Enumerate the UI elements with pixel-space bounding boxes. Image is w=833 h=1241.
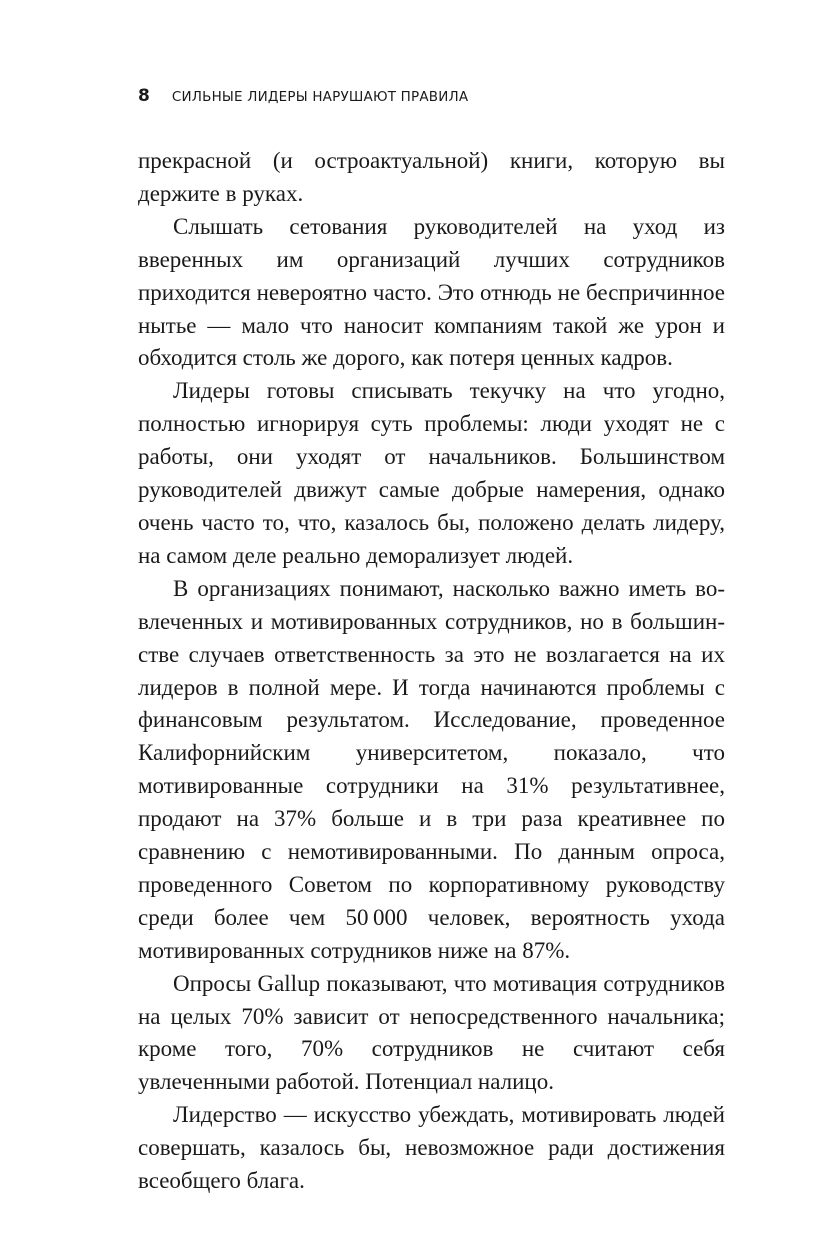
paragraph: Слышать сетования руководителей на уход из вверенных им организаций лучших сотрудников приходится невероятно часто. Это отнюдь не беспричинное нытье — мало что наносит компаниям такой же урон и обходится столь же дорого, как потеря ценных кадров. xyxy=(138,213,725,371)
paragraph: В организациях понимают, насколько важно иметь вовлеченных и мотивированных сотрудников, но в большинстве случаев ответственность за это не возлагается на их лидеров в полной мере. И тогда начинаются проблемы с финансовым результатом. Исследование, проведенное Калифорнийским университетом, показало, что мотивированные сотрудники на 31% результативнее, продают на 37% больше и в три раза креативнее по сравнению с немотивированными. По данным опроса, проведенного Советом по корпоративному руководству среди более чем 50 000 человек, вероятность ухода мотивированных сотрудников ниже на 87%. xyxy=(138,575,725,963)
page-number: 8 xyxy=(138,86,150,106)
paragraph: Опросы Gallup показывают, что мотивация сотрудников на целых 70% зависит от непосредственного начальника; кроме того, 70% сотрудников не считают себя увлеченными работой. Потенциал налицо. xyxy=(138,970,725,1095)
body-text xyxy=(138,145,725,1198)
paragraph: Лидерство — искусство убеждать, мотивировать людей совершать, казалось бы, невозможное ради достижения всеобщего блага. xyxy=(138,1102,725,1194)
running-header xyxy=(138,86,468,110)
paragraph-continuation: прекрасной (и остроактуальной) книги, которую вы держите в руках. xyxy=(138,148,725,206)
book-title: СИЛЬНЫЕ ЛИДЕРЫ НАРУШАЮТ ПРАВИЛА xyxy=(171,89,469,105)
paragraph: Лидеры готовы списывать текучку на что угодно, полностью игнорируя суть проблемы: люди уходят не с работы, они уходят от начальников. Большинством руководителей движут самые добрые намерения, однако очень часто то, что, казалось бы, положено делать лидеру, на самом деле реально деморализует людей. xyxy=(138,378,725,568)
